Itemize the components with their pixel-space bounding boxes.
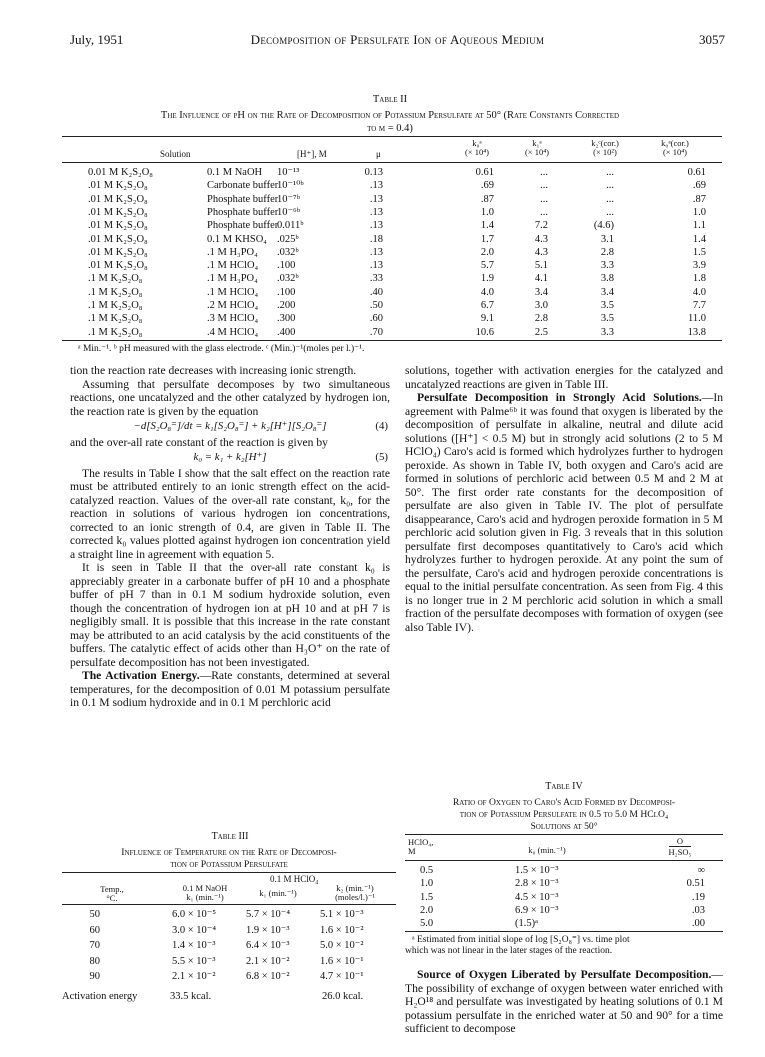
table2-cell: 1.8 [692,273,706,285]
table3-header-naoh: 0.1 M NaOH k₁ (min.⁻¹) [182,883,228,902]
table2-cell: .01 M K₂S₂O₈ [88,206,148,218]
table2-cell: 13.8 [687,326,706,338]
table3-cell: 1.4 × 10⁻³ [172,940,216,951]
table2-bottom-rule [62,340,722,341]
table2-cell: .1 M HClO₄ [207,286,259,298]
equation-5-number: (5) [375,451,388,463]
table4-caption-line3: Solutions at 50° [530,821,598,832]
table3-label: Table III [211,831,249,842]
table3-cell: 6.4 × 10⁻³ [246,940,290,951]
table4-cell: 1.5 [420,891,434,903]
table2-cell: .01 M K₂S₂O₈ [88,180,148,192]
table2-cell: .69 [692,180,706,192]
table4-cell: 4.5 × 10⁻³ [515,891,559,903]
left-column-top [70,364,390,710]
running-header [70,32,725,50]
table4-cell: 2.8 × 10⁻³ [515,878,559,890]
table3-cell: 90 [89,971,100,982]
table3-caption-line2: tion of Potassium Persulfate [170,859,288,870]
table3-cell: 50 [89,909,100,920]
table2-cell: 4.0 [480,286,494,298]
table2-cell: .13 [369,193,383,205]
table2-cell: .1 M K₂S₂O₈ [88,326,143,338]
table2-header-k0cor: k₀ᵃ(cor.) (× 10⁴) [661,138,689,157]
equation-5: k₀ = k₁ + k₂[H⁺] (5) [193,451,388,463]
table2-caption-line1: The Influence of pH on the Rate of Decomposition of Potassium Persulfate at 50° (Rate Constants Corrected [160,110,620,121]
table2-cell: 5.1 [534,260,548,272]
table2-cell: 10⁻¹³ [277,167,300,178]
table2-cell: 1.1 [692,220,706,232]
table2-cell: .87 [480,193,494,205]
table2-cell: .4 M HClO₄ [207,326,259,338]
table2-cell: .01 M K₂S₂O₈ [88,193,148,205]
left-paragraph-5: It is seen in Table II that the over-all rate constant k₀ is appreciably greater in a carbonate buffer of pH 10 and a phosphate buffer of pH 7 than in 0.1 M sodium hydroxide solution, even though the concentration of hydrogen ion at pH 10 and at pH 7 is negligibly small. It is possible that this increase in the rate constant may be attributed to an acid catalysis by the acid constituents of the buffers. The catalytic effect of acids other than H₃O⁺ on the rate of persulfate decomposition has not been investigated. [70,561,390,669]
table2-cell: .13 [369,180,383,192]
header-date: July, 1951 [70,32,124,47]
table4-cell: (1.5)ᵃ [515,918,538,930]
table2-cell: .01 M K₂S₂O₈ [88,260,148,272]
left-paragraph-2: Assuming that persulfate decomposes by two simultaneous reactions, one uncatalyzed and the other catalyzed by hydrogen ion, the reaction rate is given by the equation [70,377,390,418]
table2-header-k2: k₂ᶜ(cor.) (× 10²) [591,138,619,157]
table2-cell: .100 [277,260,296,272]
table2-cell: .2 M HClO₄ [207,300,259,311]
table2-cell: 3.4 [534,286,548,298]
table2-cell: 3.5 [600,300,614,311]
table4-cell: 5.0 [420,918,434,930]
table3-header-group: 0.1 M HClO₄ [270,874,319,884]
table2-cell: .1 M K₂S₂O₈ [88,273,143,285]
table4-cell: .19 [691,891,705,903]
table2-cell: 10⁻⁷ᵇ [277,193,300,205]
table2-caption-line2: to μ = 0.4) [367,123,413,134]
table2-cell: 4.1 [534,273,548,285]
table2-cell: 2.8 [600,246,614,258]
table3-cell: 5.1 × 10⁻³ [320,909,364,920]
equation-4-number: (4) [375,420,388,432]
table4-cell: 1.5 × 10⁻³ [515,865,559,876]
table2-cell: Phosphate buffer [207,220,279,232]
table4-header-hclo4: HClO₄, M [408,837,434,856]
table2-cell: Phosphate buffer [207,193,279,205]
table2-header-h: [H⁺], M [297,149,327,159]
table2-cell: .200 [277,300,296,311]
table2-cell: ... [540,206,548,218]
table3-caption-line1: Influence of Temperature on the Rate of Decomposi- [121,847,337,858]
table2-cell: 3.4 [600,286,614,298]
table4-bottom-rule [405,931,723,932]
table2-cell: .40 [369,286,383,298]
table2-cell: 0.61 [687,167,706,178]
table4-cell: ∞ [697,865,705,876]
table4-top-rule [405,834,723,835]
table2-cell: .1 M K₂S₂O₈ [88,313,143,325]
table4-header-rule [405,860,723,861]
right-column-bottom [405,968,723,1036]
table3-cell: 70 [89,940,100,951]
table3-header-rule [62,904,396,905]
section-heading-oxygen-source: Source of Oxygen Liberated by Persulfate Decomposition. [417,968,712,981]
table2-cell: ... [606,193,614,205]
table3-header-k2: k₂ (min.⁻¹) (moles/l.)⁻¹ [335,883,375,902]
table3-cell: 1.6 × 10⁻¹ [320,955,364,967]
table2-cell: 0.01 M K₂S₂O₈ [88,167,153,178]
table2-cell: .1 M K₂S₂O₈ [88,300,143,311]
right-column-top [405,364,723,634]
table2-cell: .87 [692,193,706,205]
table2-header-k0: k₀ᵃ (× 10⁴) [464,138,490,157]
header-title: Decomposition of Persulfate Ion of Aqueous Medium [250,32,545,47]
page-number: 3057 [699,32,725,47]
table2-cell: 1.5 [692,246,706,258]
table2-cell: Phosphate buffer [207,206,279,218]
table4-caption-line1: Ratio of Oxygen to Caro's Acid Formed by Decomposi- [452,797,676,808]
table2-cell: .1 M K₂S₂O₈ [88,286,143,298]
table2-top-rule [62,136,722,137]
table2-cell: .01 M K₂S₂O₈ [88,246,148,258]
table2-cell: .025ᵇ [277,233,299,245]
table2-cell: .60 [369,313,383,325]
table4-label: Table IV [545,781,583,792]
table2-cell: .13 [369,260,383,272]
table2-cell: 4.3 [534,246,548,258]
table4-cell: 0.51 [686,878,705,890]
table2-cell: ... [606,167,614,178]
table2-cell: Carbonate buffer [207,180,279,192]
table2-cell: (4.6) [593,220,614,232]
table2-cell: 3.0 [534,300,548,311]
table2-cell: ... [540,180,548,192]
table4-cell: 2.0 [420,904,434,916]
table2-cell: .1 M HClO₄ [207,260,259,272]
table2-cell: 1.4 [692,233,706,245]
table2-cell: ... [540,193,548,205]
table2-cell: ... [540,167,548,178]
table2-cell: .33 [369,273,383,285]
table2-cell: 4.0 [692,286,706,298]
table2-cell: 0.13 [364,167,383,178]
table2-cell: 3.3 [600,260,614,272]
table2-cell: 1.7 [480,233,494,245]
table2-cell: 2.5 [534,326,548,338]
table3-cell: 4.7 × 10⁻¹ [320,971,364,982]
table4-header-k0: k₀ (min.⁻¹) [528,845,566,855]
table2-cell: 3.1 [600,233,614,245]
table3-activation-label: Activation energy [62,991,138,1002]
table3-header-k1: k₁ (min.⁻¹) [259,888,297,898]
table2-cell: ... [606,206,614,218]
table2-cell: 1.0 [480,206,494,218]
equation-4: −d[S₂O₈⁼]/dt = k₁[S₂O₈⁼] + k₂[H⁺][S₂O₈⁼] (4) [133,420,388,432]
table3-cell: 6.8 × 10⁻² [246,971,290,982]
table4-header-ratio: O H₂SO₅ [668,836,692,857]
right-paragraph-3: Source of Oxygen Liberated by Persulfate Decomposition.—The possibility of exchange of oxygen between water enriched with H₂O¹⁸ and persulfate was investigated by heating solutions of 0.1 M potassium persulfate in the enriched water at 50 and 90° for a time sufficient to decompose [405,968,723,1035]
section-heading-activation: The Activation Energy. [82,669,200,682]
table3-cell: 5.5 × 10⁻³ [172,955,216,967]
table3-header-temp: Temp., °C. [100,884,124,903]
table3-cell: 6.0 × 10⁻⁵ [172,909,216,920]
table2-cell: ... [606,180,614,192]
table3-cell: 3.0 × 10⁻⁴ [172,924,216,936]
table3-cell: 60 [89,924,100,936]
table2-cell: 7.7 [692,300,706,311]
table2-cell: 7.2 [534,220,548,232]
table4-footnote-line2: which was not linear in the later stages of the reaction. [405,946,613,956]
section-heading-strong-acid: Persulfate Decomposition in Strongly Acid Solutions. [417,391,702,404]
table2-cell: 1.0 [692,206,706,218]
table2-cell: .032ᵇ [277,273,299,285]
table4-footnote-line1: ᵃ Estimated from initial slope of log [S₂O₈⁼] vs. time plot [412,935,630,945]
table2-cell: 9.1 [480,313,494,325]
right-paragraph-1: solutions, together with activation energies for the catalyzed and uncatalyzed reactions are given in Table III. [405,364,723,391]
table2-cell: 2.8 [534,313,548,325]
table2-cell: .13 [369,220,383,232]
table2-header-k1: k₁ᵃ (× 10⁴) [524,138,550,157]
table2-cell: .13 [369,206,383,218]
table2-cell: 10⁻¹⁰ᵇ [277,180,304,192]
table2-cell: 3.3 [600,326,614,338]
table2-cell: .300 [277,313,296,325]
table2-cell: .18 [369,233,383,245]
table2-cell: 1.9 [480,273,494,285]
table2-cell: .100 [277,286,296,298]
left-paragraph-1: tion the reaction rate decreases with increasing ionic strength. [70,364,357,377]
table2-cell: .13 [369,246,383,258]
table2-cell: 6.7 [480,300,494,311]
table3-cell: 80 [89,955,100,967]
table2-cell: 4.3 [534,233,548,245]
table2-cell: .1 M H₃PO₄ [207,246,258,258]
table4-caption-line2: tion of Potassium Persulfate in 0.5 to 5.0 M HClO₄ [459,809,669,820]
table2-cell: .400 [277,326,296,338]
table2-cell: .01 M K₂S₂O₈ [88,233,148,245]
table3-cell: 2.1 × 10⁻² [246,955,290,967]
table2-header-mu: μ [376,149,381,159]
right-paragraph-2: Persulfate Decomposition in Strongly Acid Solutions.—In agreement with Palme⁶ᵇ it was found that oxygen is liberated by the decomposition of persulfate in alkaline, neutral and dilute acid solutions ([H⁺] < 0.5 M) but in strongly acid solutions (2 to 5 M HClO₄) Caro's acid is formed which hydrolyzes further to hydrogen peroxide. As shown in Table IV, both oxygen and Caro's acid are formed in solutions of perchloric acid between 0.5 M and 2 M at 50°. The first order rate constants for the decomposition of persulfate are also given in Table IV. The plot of persulfate disappearance, Caro's acid and hydrogen peroxide formation in 5 M perchloric acid solution given in Fig. 3 reveals that in this solution persulfate first decomposes quantitatively to Caro's acid which hydrolyzes further to hydrogen peroxide. At any point the sum of the persulfate, Caro's acid and hydrogen peroxide concentrations is equal to the initial persulfate concentration. As seen from Fig. 4 this is no longer true in 2 M perchloric acid solution in which a small fraction of the persulfate decomposes with formation of oxygen (see also Table IV). [405,391,723,634]
table4-cell: 1.0 [420,878,434,890]
table2-cell: 0.1 M KHSO₄ [207,233,267,245]
table2-cell: 0.1 M NaOH [207,167,263,178]
table2-cell: 11.0 [688,313,706,325]
table2-cell: 3.9 [692,260,706,272]
table3-cell: 5.0 × 10⁻² [320,940,364,951]
table3-top-rule [62,872,396,873]
table2-cell: .3 M HClO₄ [207,313,259,325]
table2-cell: .50 [369,300,383,311]
table2-cell: 1.4 [480,220,494,232]
table3-activation-naoh: 33.5 kcal. [170,991,212,1002]
table2-cell: 10⁻⁶ᵇ [277,206,300,218]
table2-cell: .032ᵇ [277,246,299,258]
table3-cell: 2.1 × 10⁻² [172,971,216,982]
table2-cell: .1 M H₃PO₄ [207,273,258,285]
table2-cell: .69 [480,180,494,192]
table2-cell: 5.7 [480,260,494,272]
table2-cell: 3.8 [600,273,614,285]
left-paragraph-4: The results in Table I show that the salt effect on the reaction rate must be attributed entirely to an ionic strength effect on the acid-catalyzed reaction. Values of the over-all rate constant, k₀, for the reaction in solutions of various hydrogen ion concentrations, corrected to an ionic strength of 0.4, are given in Table II. The corrected k₀ values plotted against hydrogen ion concentration yield a straight line in agreement with equation 5. [70,466,390,561]
table2-cell: 3.5 [600,313,614,325]
table2-cell: 0.61 [475,167,494,178]
table2-header-solution: Solution [160,149,191,159]
table4-cell: 0.5 [420,865,434,876]
table3-cell: 5.7 × 10⁻⁴ [246,909,290,920]
table2-cell: 10.6 [475,326,494,338]
table2-label: Table II [372,94,408,105]
table3-cell: 1.6 × 10⁻² [320,924,364,936]
table4-cell: .03 [691,904,705,916]
table2-cell: .70 [369,326,383,338]
left-paragraph-6: The Activation Energy.—Rate constants, determined at several temperatures, for the decomposition of 0.01 M potassium persulfate in 0.1 M sodium hydroxide and in 0.1 M perchloric acid [70,669,390,709]
table3-cell: 1.9 × 10⁻³ [246,924,290,936]
table4-cell: 6.9 × 10⁻³ [515,904,559,916]
table2-footnote: ᵃ Min.⁻¹. ᵇ pH measured with the glass electrode. ᶜ (Min.)⁻¹(moles per l.)⁻¹. [78,344,365,354]
table3-activation-hclo4: 26.0 kcal. [322,991,364,1002]
left-paragraph-3: and the over-all rate constant of the reaction is given by [70,435,328,449]
table2-cell: 0.011ᵇ [277,220,304,232]
table4-cell: .00 [691,918,705,930]
table2-header-rule [62,162,722,163]
table2-cell: .01 M K₂S₂O₈ [88,220,148,232]
table2-cell: 2.0 [480,246,494,258]
